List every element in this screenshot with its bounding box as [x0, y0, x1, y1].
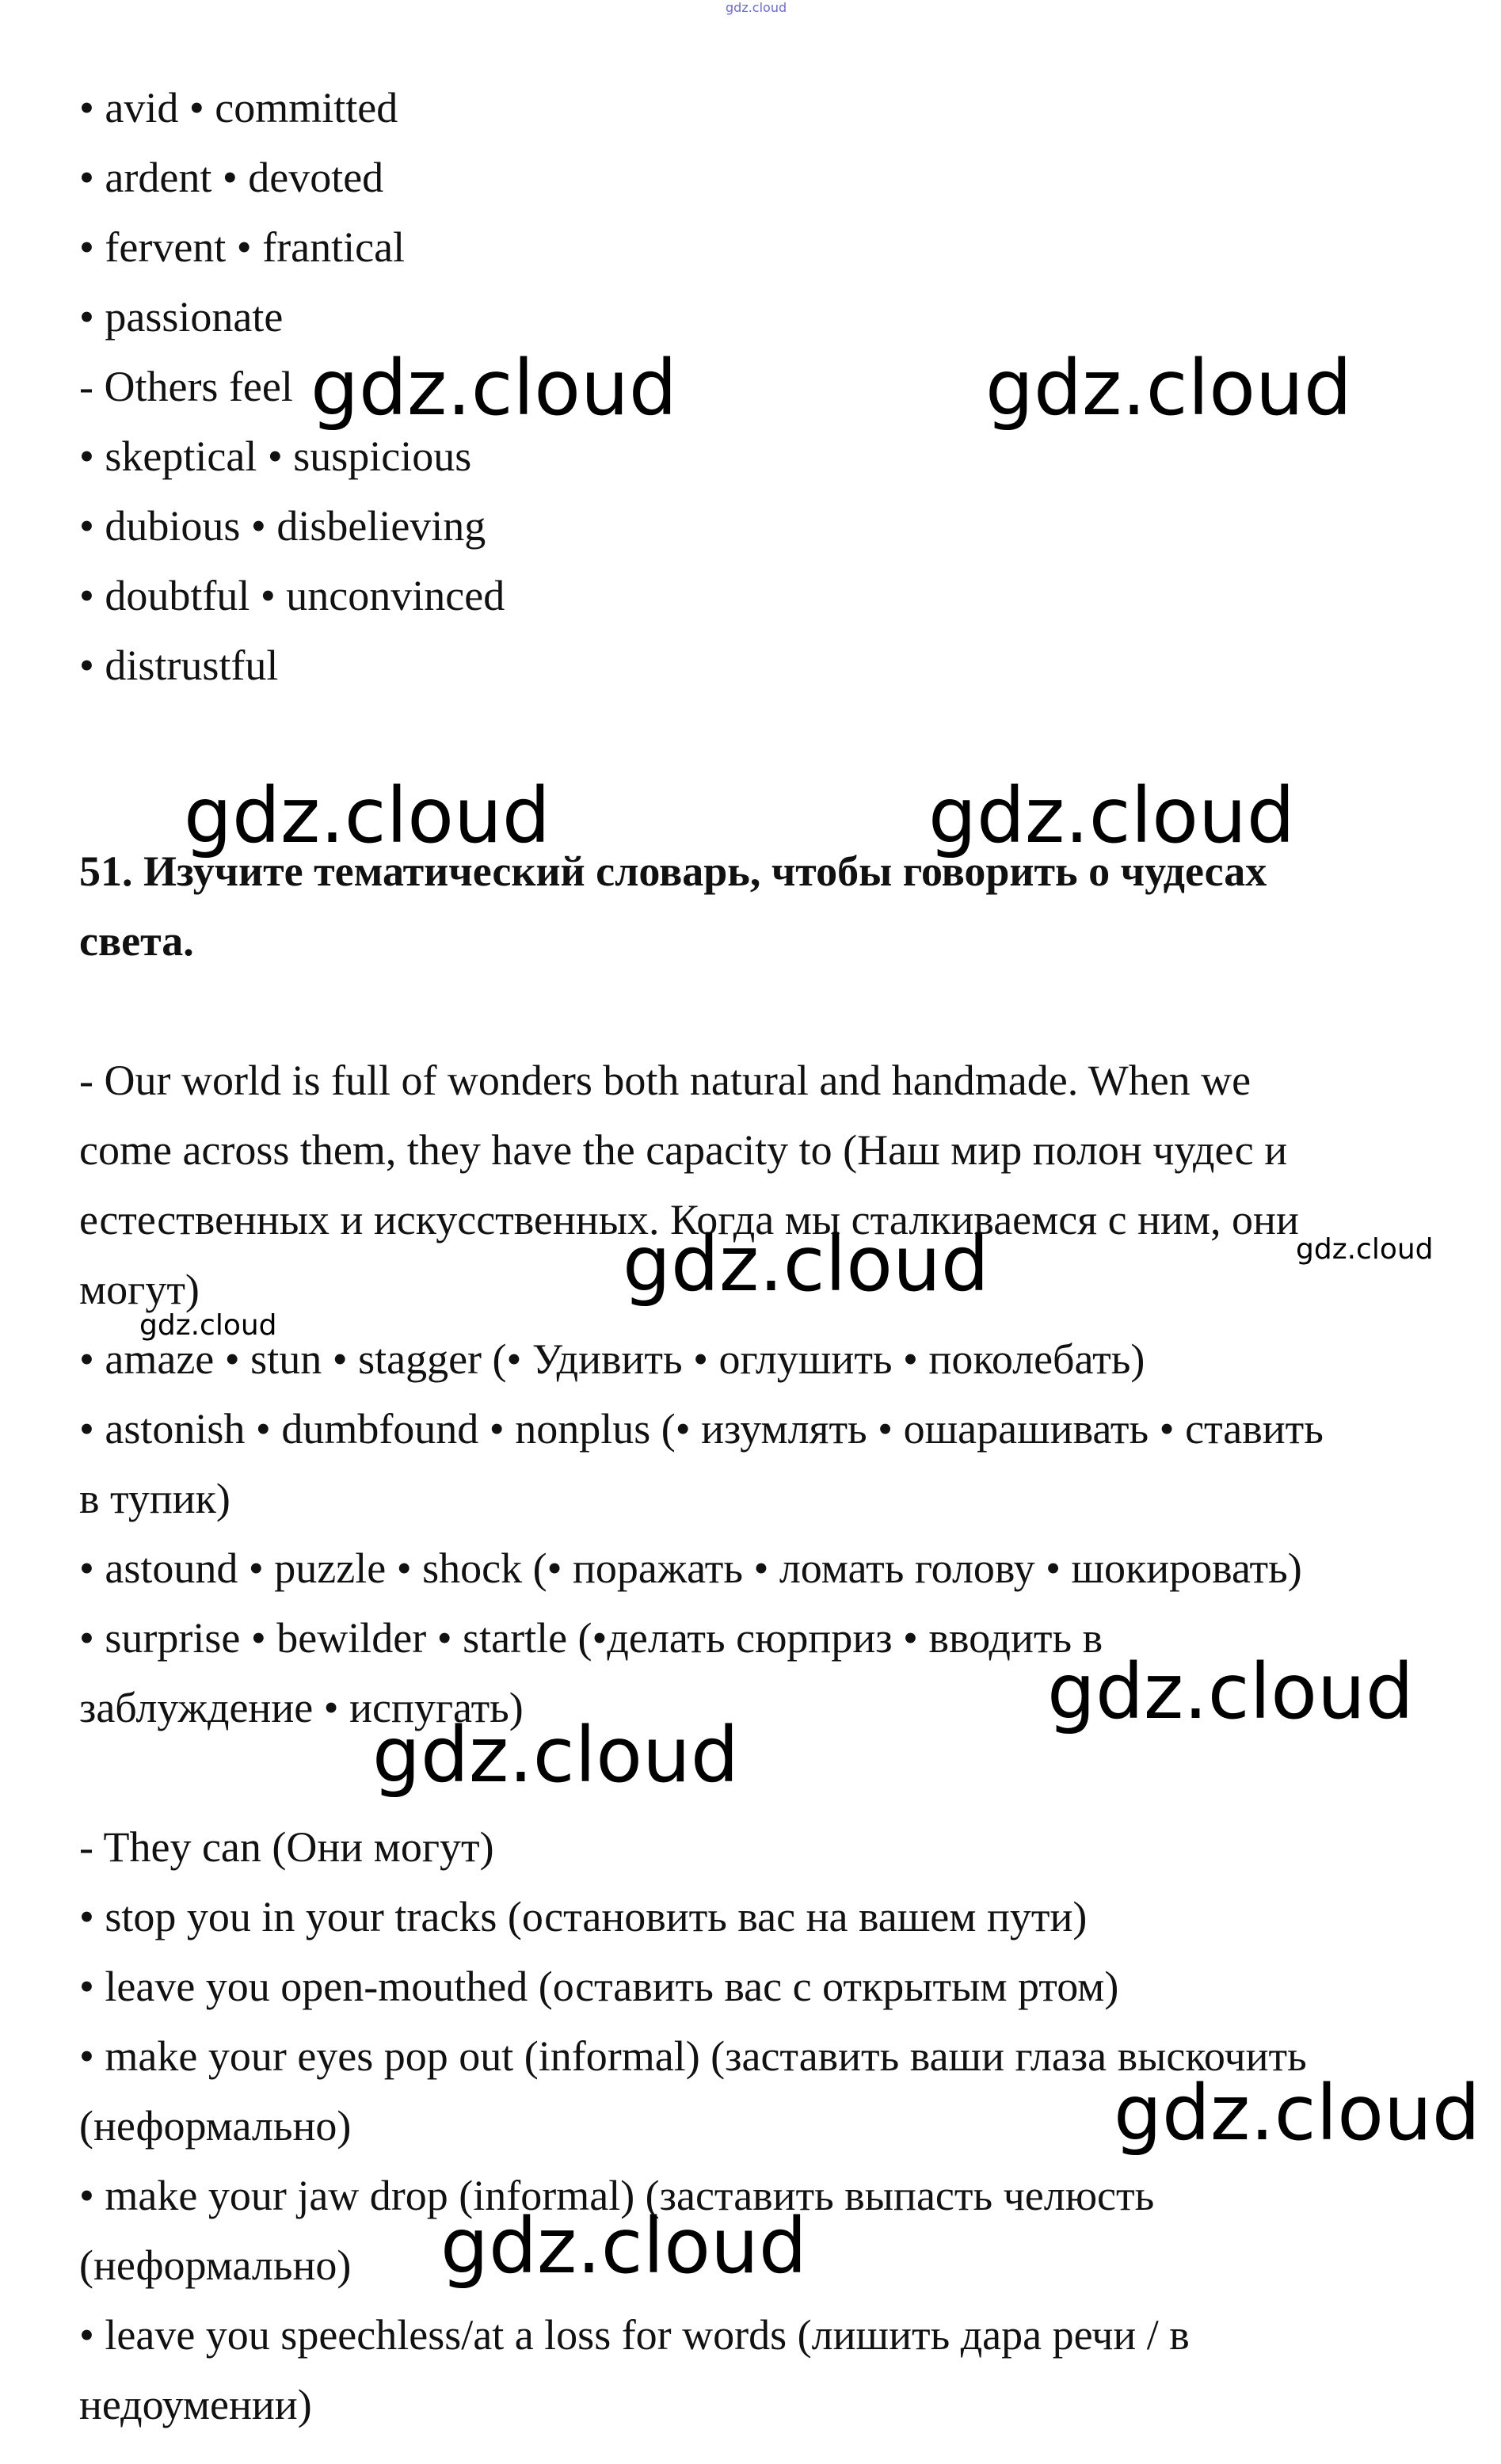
- watermark: gdz.cloud: [184, 771, 550, 860]
- list-item: • ardent • devoted: [79, 154, 384, 201]
- intro-line: come across them, they have the capacity to (Наш мир полон чудес и: [79, 1126, 1288, 1174]
- watermark: gdz.cloud: [440, 2202, 807, 2291]
- watermark: gdz.cloud: [623, 1220, 989, 1308]
- list-item: недоумении): [79, 2381, 312, 2428]
- list-item: • fervent • frantical: [79, 223, 406, 271]
- watermark: gdz.cloud: [372, 1711, 739, 1799]
- list-item: • doubtful • unconvinced: [79, 572, 505, 619]
- watermark: gdz.cloud: [310, 344, 677, 432]
- list-item: (неформально): [79, 2102, 352, 2150]
- watermark: gdz.cloud: [1047, 1647, 1414, 1736]
- list-item: • dubious • disbelieving: [79, 502, 486, 550]
- intro-line: естественных и искусственных. Когда мы сталкиваемся с ним, они: [79, 1196, 1299, 1243]
- list-item: • surprise • bewilder • startle (•делать сюрприз • вводить в: [79, 1614, 1103, 1662]
- list-item: заблуждение • испугать): [79, 1684, 524, 1731]
- list-item: • distrustful: [79, 642, 279, 689]
- list-item: в тупик): [79, 1475, 230, 1522]
- list-item: • leave you open-mouthed (оставить вас с открытым ртом): [79, 1963, 1119, 2010]
- list-item: • astound • puzzle • shock (• поражать • ломать голову • шокировать): [79, 1544, 1302, 1592]
- exercise-heading: 51. Изучите тематический словарь, чтобы говорить о чудесах: [79, 847, 1267, 895]
- exercise-heading: света.: [79, 917, 194, 965]
- watermark: gdz.cloud: [985, 344, 1352, 432]
- list-item: • avid • committed: [79, 84, 398, 131]
- list-item: • leave you speechless/at a loss for words (лишить дара речи / в: [79, 2311, 1190, 2359]
- subheading-line: - They can (Они могут): [79, 1823, 494, 1871]
- list-item: • skeptical • suspicious: [79, 432, 472, 480]
- intro-line: могут): [79, 1266, 200, 1313]
- watermark: gdz.cloud: [139, 1309, 277, 1342]
- watermark: gdz.cloud: [928, 771, 1295, 860]
- list-item: • make your jaw drop (informal) (заставить выпасть челюсть: [79, 2172, 1155, 2219]
- intro-line: - Our world is full of wonders both natural and handmade. When we: [79, 1057, 1251, 1104]
- list-item: • make your eyes pop out (informal) (заставить ваши глаза выскочить: [79, 2032, 1307, 2080]
- watermark-top: gdz.cloud: [726, 0, 787, 15]
- watermark: gdz.cloud: [1296, 1233, 1434, 1266]
- watermark: gdz.cloud: [1114, 2069, 1480, 2157]
- list-item: - Others feel: [79, 363, 293, 410]
- list-item: • passionate: [79, 293, 284, 341]
- list-item: • astonish • dumbfound • nonplus (• изумлять • ошарашивать • ставить: [79, 1405, 1324, 1453]
- list-item: (неформально): [79, 2241, 352, 2289]
- list-item: • stop you in your tracks (остановить вас на вашем пути): [79, 1893, 1088, 1940]
- list-item: • amaze • stun • stagger (• Удивить • оглушить • поколебать): [79, 1335, 1145, 1383]
